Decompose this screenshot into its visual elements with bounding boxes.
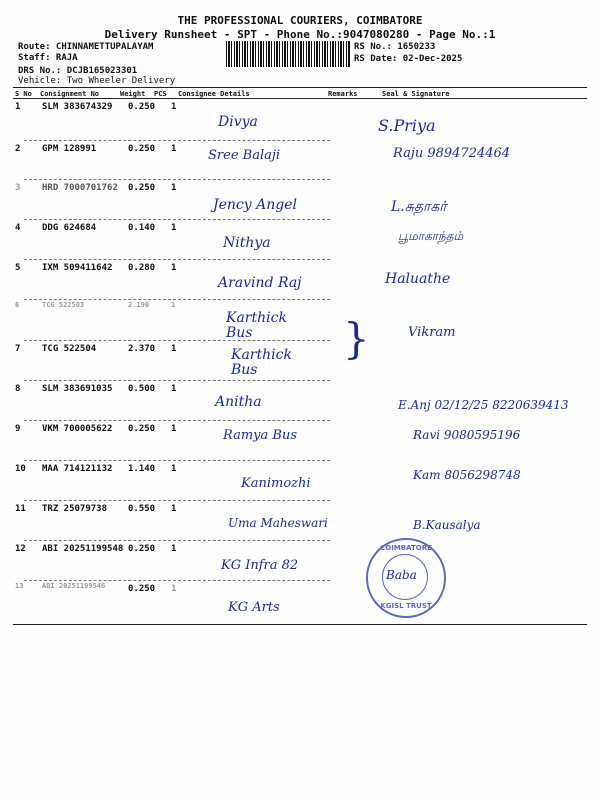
row-divider <box>24 420 330 421</box>
table-row <box>13 142 587 182</box>
table-row <box>13 462 587 502</box>
signature-handwriting: Ravi 9080595196 <box>413 428 521 442</box>
col-consignee: Consignee Details <box>178 90 250 98</box>
consignee-handwriting: Anitha <box>215 394 262 410</box>
staff-label: Staff: RAJA <box>18 53 78 63</box>
row-pcs: 1 <box>171 464 177 474</box>
row-divider <box>24 259 330 260</box>
consignee-handwriting: Karthick Bus <box>226 310 287 341</box>
consignee-handwriting: KG Infra 82 <box>221 558 299 573</box>
signature-handwriting: L.சுதாகர் <box>391 199 447 215</box>
rs-date: RS Date: 02-Dec-2025 <box>354 54 463 64</box>
row-pcs: 1 <box>171 223 177 233</box>
row-pcs: 1 <box>171 504 177 514</box>
row-weight: 0.550 <box>128 504 156 514</box>
table-bottom-rule <box>13 624 587 625</box>
col-pcs: PCS <box>154 90 167 98</box>
row-consignment: TRZ 25079738 <box>42 504 108 514</box>
row-weight: 0.250 <box>128 183 156 193</box>
table-row <box>13 542 587 582</box>
brace-mark: } <box>343 314 370 363</box>
row-weight: 1.140 <box>128 464 156 474</box>
consignee-handwriting: Divya <box>218 114 258 130</box>
row-sno: 8 <box>15 384 21 394</box>
row-consignment: SLM 383674329 <box>42 102 113 112</box>
rs-number: RS No.: 1650233 <box>354 42 436 52</box>
row-consignment: GPM 128991 <box>42 144 97 154</box>
row-sno: 4 <box>15 223 21 233</box>
row-consignment: VKM 700005622 <box>42 424 113 434</box>
row-divider <box>24 380 330 381</box>
consignee-handwriting: Sree Balaji <box>208 148 281 163</box>
signature-handwriting: Vikram <box>408 325 456 340</box>
consignee-handwriting: Nithya <box>223 235 271 251</box>
row-consignment: TCG 522504 <box>42 344 97 354</box>
company-title: THE PROFESSIONAL COURIERS, COIMBATORE <box>177 14 423 27</box>
row-sno: 10 <box>15 464 26 474</box>
stamp-ring-top: COIMBATORE <box>380 544 432 552</box>
row-weight: 0.280 <box>128 263 156 273</box>
table-row <box>13 582 587 622</box>
runsheet-subtitle: Delivery Runsheet - SPT - Phone No.:9047080280 - Page No.:1 <box>104 28 496 41</box>
row-divider <box>24 299 330 300</box>
row-weight: 0.250 <box>128 424 156 434</box>
col-consignment: Consignment No <box>40 90 100 98</box>
row-sno: 12 <box>15 544 26 554</box>
route-label: Route: CHINNAMETTUPALAYAM <box>18 42 154 52</box>
row-consignment: SLM 383691035 <box>42 384 113 394</box>
row-pcs: 1 <box>171 144 177 154</box>
row-sno: 2 <box>15 144 21 154</box>
row-consignment: DDG 624684 <box>42 223 97 233</box>
col-seal: Seal & Signature <box>382 90 450 98</box>
row-consignment: TCG 522503 <box>42 301 85 309</box>
row-consignment: IXM 509411642 <box>42 263 113 273</box>
row-sno: 9 <box>15 424 21 434</box>
table-row <box>13 382 587 422</box>
stamp-ring-bottom: KGISL TRUST <box>380 602 432 610</box>
row-sno: 1 <box>15 102 21 112</box>
row-pcs: 1 <box>171 344 177 354</box>
row-pcs: 1 <box>171 183 177 193</box>
consignee-handwriting: KG Arts <box>228 600 280 615</box>
row-sno: 5 <box>15 263 21 273</box>
row-divider <box>24 179 330 180</box>
row-divider <box>24 500 330 501</box>
col-weight: Weight <box>120 90 146 98</box>
col-sno: S No <box>15 90 32 98</box>
consignee-handwriting: Uma Maheswari <box>228 516 328 530</box>
row-consignment: HRD 7000701762 <box>42 183 118 193</box>
table-row <box>13 221 587 261</box>
row-pcs: 1 <box>171 384 177 394</box>
row-weight: 2.370 <box>128 344 156 354</box>
header-top-rule <box>13 87 587 88</box>
row-pcs: 1 <box>171 544 177 554</box>
row-weight: 0.250 <box>128 102 156 112</box>
table-row <box>13 342 587 382</box>
row-sno: 3 <box>15 183 21 193</box>
row-weight: 0.250 <box>128 544 156 554</box>
row-sno: 11 <box>15 504 26 514</box>
row-consignment: MAA 714121132 <box>42 464 113 474</box>
seal-stamp <box>366 538 446 618</box>
row-weight: 2.190 <box>128 301 150 309</box>
row-divider <box>24 140 330 141</box>
row-pcs: 1 <box>171 584 177 594</box>
row-weight: 0.500 <box>128 384 156 394</box>
signature-handwriting: Raju 9894724464 <box>393 146 511 161</box>
table-row <box>13 181 587 221</box>
consignee-handwriting: Kanimozhi <box>241 476 311 491</box>
row-consignment: ABI 20251199546 <box>42 582 106 590</box>
row-pcs: 1 <box>171 424 177 434</box>
consignee-handwriting: Aravind Raj <box>218 275 302 291</box>
row-sno: 6 <box>15 301 20 309</box>
row-sno: 7 <box>15 344 21 354</box>
stamp-signature: Baba <box>386 568 417 582</box>
row-sno: 13 <box>15 582 24 590</box>
table-row <box>13 301 587 341</box>
row-weight: 0.250 <box>128 584 156 594</box>
table-row <box>13 502 587 542</box>
signature-handwriting: S.Priya <box>378 116 436 135</box>
row-divider <box>24 540 330 541</box>
consignee-handwriting: Karthick Bus <box>231 347 292 378</box>
consignee-handwriting: Ramya Bus <box>223 428 297 443</box>
col-remarks: Remarks <box>328 90 358 98</box>
row-weight: 0.140 <box>128 223 156 233</box>
row-divider <box>24 580 330 581</box>
signature-handwriting: Haluathe <box>385 271 451 287</box>
signature-handwriting: Kam 8056298748 <box>413 468 521 482</box>
signature-handwriting: E.Anj 02/12/25 8220639413 <box>398 398 569 412</box>
row-pcs: 1 <box>171 301 176 309</box>
consignee-handwriting: Jency Angel <box>213 197 297 213</box>
header-bottom-rule <box>13 98 587 99</box>
row-divider <box>24 340 330 341</box>
table-row <box>13 261 587 301</box>
row-divider <box>24 219 330 220</box>
vehicle-label: Vehicle: Two Wheeler Delivery <box>18 76 176 86</box>
row-divider <box>24 460 330 461</box>
row-weight: 0.250 <box>128 144 156 154</box>
row-consignment: ABI 20251199548 <box>42 544 124 554</box>
row-pcs: 1 <box>171 102 177 112</box>
row-pcs: 1 <box>171 263 177 273</box>
signature-handwriting: B.Kausalya <box>413 518 481 532</box>
signature-handwriting: பூமாகாந்தம் <box>398 229 464 243</box>
drs-number: DRS No.: DCJB165023301 <box>18 66 138 76</box>
barcode-image <box>226 41 350 67</box>
table-row <box>13 100 587 140</box>
table-row <box>13 422 587 462</box>
